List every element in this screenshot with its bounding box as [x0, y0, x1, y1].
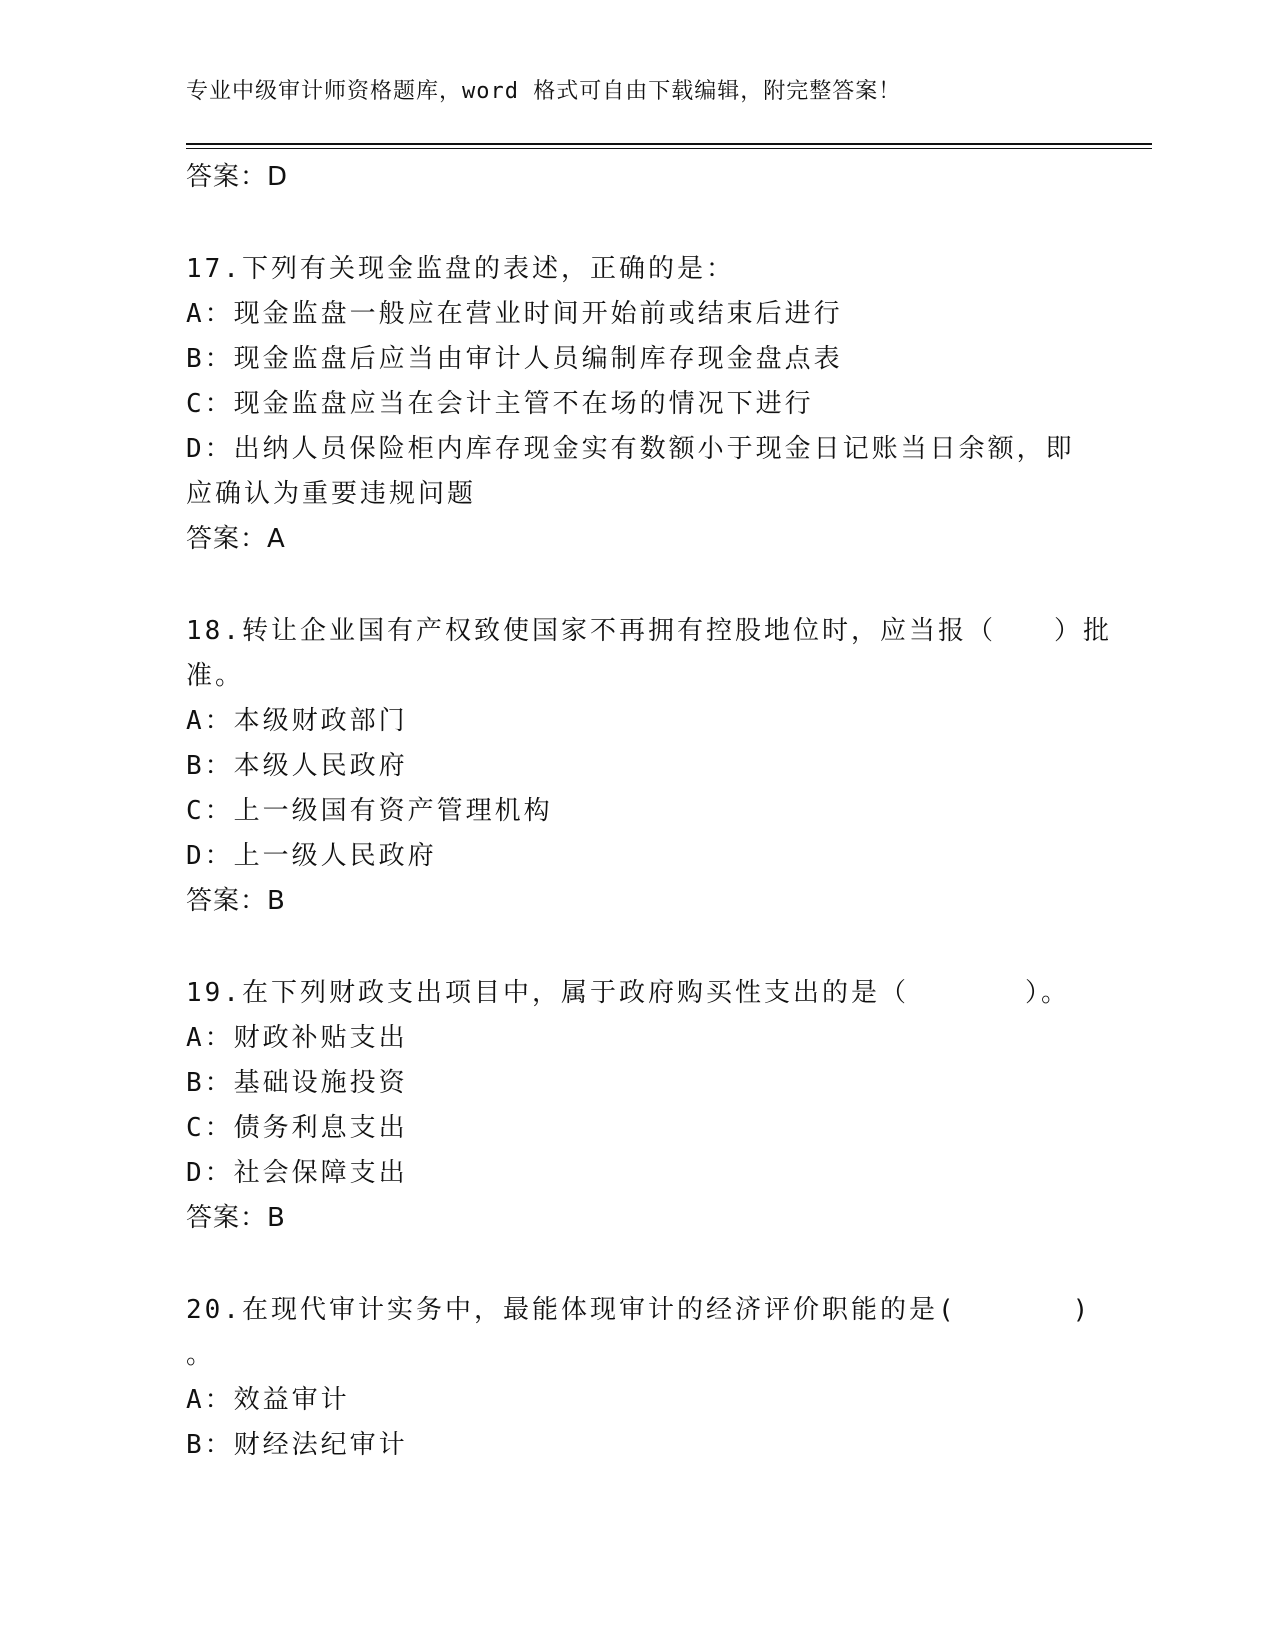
- option-c: C：现金监盘应当在会计主管不在场的情况下进行: [186, 389, 814, 419]
- option-c: C：上一级国有资产管理机构: [186, 796, 553, 826]
- question-stem: 17.下列有关现金监盘的表述，正确的是：: [186, 254, 735, 284]
- question-stem: 19.在下列财政支出项目中，属于政府购买性支出的是（ ）。: [186, 978, 1070, 1008]
- option-a: A：效益审计: [186, 1385, 350, 1415]
- spacer: [186, 1241, 1086, 1288]
- question-list: [186, 155, 1112, 1468]
- answer-line: 答案：B: [186, 1203, 286, 1233]
- option-d: D：社会保障支出: [186, 1158, 408, 1188]
- option-a: A：本级财政部门: [186, 706, 408, 736]
- question-stem: 20.在现代审计实务中，最能体现审计的经济评价职能的是( ): [186, 1295, 1092, 1325]
- option-c: C：债务利息支出: [186, 1113, 408, 1143]
- answer-line: 答案：D: [186, 162, 289, 192]
- spacer: [186, 562, 1086, 609]
- question-stem-continued: 。: [186, 1340, 216, 1370]
- answer-line: 答案：A: [186, 524, 286, 554]
- question-stem: 18.转让企业国有产权致使国家不再拥有控股地位时，应当报（ ）批: [186, 616, 1112, 646]
- option-d-continued: 应确认为重要违规问题: [186, 479, 477, 509]
- page-header: 专业中级审计师资格题库，word 格式可自由下载编辑，附完整答案！: [186, 79, 902, 104]
- option-a: A：财政补贴支出: [186, 1023, 408, 1053]
- option-d: D：出纳人员保险柜内库存现金实有数额小于现金日记账当日余额，即: [186, 434, 1075, 464]
- question-block: [186, 609, 1112, 924]
- question-block: [186, 247, 1086, 562]
- option-b: B：基础设施投资: [186, 1068, 408, 1098]
- question-stem-continued: 准。: [186, 661, 245, 691]
- option-b: B：现金监盘后应当由审计人员编制库存现金盘点表: [186, 344, 843, 374]
- option-a: A：现金监盘一般应在营业时间开始前或结束后进行: [186, 299, 843, 329]
- question-block: [186, 971, 1086, 1241]
- spacer: [186, 200, 1086, 247]
- option-b: B：财经法纪审计: [186, 1430, 408, 1460]
- question-block: [186, 1288, 1092, 1468]
- spacer: [186, 924, 1086, 971]
- header-divider: [186, 143, 1152, 149]
- answer-line: 答案：B: [186, 886, 286, 916]
- option-d: D：上一级人民政府: [186, 841, 437, 871]
- option-b: B：本级人民政府: [186, 751, 408, 781]
